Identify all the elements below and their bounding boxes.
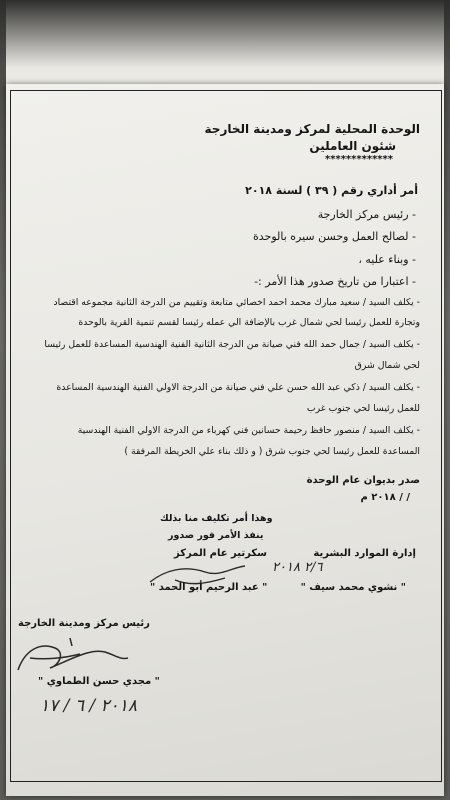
preamble-line: - وبناء عليه ، bbox=[358, 253, 416, 266]
chief-signature-icon bbox=[10, 630, 140, 680]
chief-title: رئيس مركز ومدينة الخارجة bbox=[18, 618, 150, 629]
preamble-line: - رئيس مركز الخارجة bbox=[317, 208, 416, 221]
assignment-item-2-line2: لحي شمال شرق bbox=[354, 360, 420, 371]
hr-handwritten-initials: ٢/٦ ٢٠١٨ bbox=[272, 560, 323, 575]
secretary-title: سكرتير عام المركز bbox=[174, 548, 267, 559]
header-stars: ************* bbox=[325, 154, 393, 165]
issued-label: صدر بديوان عام الوحدة bbox=[306, 475, 420, 486]
hr-title: إدارة الموارد البشرية bbox=[313, 548, 416, 559]
header-organization: الوحدة المحلية لمركز ومدينة الخارجة bbox=[204, 122, 420, 136]
assignment-item-1-line1: - يكلف السيد / سعيد مبارك محمد احمد اخصائي متابعة وتقييم من الدرجة الثانية مجموعه اقتصاد bbox=[53, 297, 420, 308]
order-title: أمر أداري رقم ( ٣٩ ) لسنة ٢٠١٨ bbox=[245, 184, 418, 197]
issued-date: / / ٢٠١٨ م bbox=[360, 492, 410, 503]
preamble-line: - اعتبارا من تاريخ صدور هذا الأمر :- bbox=[254, 275, 416, 288]
assignment-item-2-line1: - يكلف السيد / جمال حمد الله فني صيانة من الدرجة الثانية الفنية الهندسية المساعدة للعمل رئيسا bbox=[44, 339, 420, 350]
preamble-line: - لصالح العمل وحسن سيره بالوحدة bbox=[252, 230, 416, 243]
paper-shadow-top bbox=[6, 0, 444, 90]
assignment-item-3-line1: - يكلف السيد / ذكي عبد الله حسن علي فني صيانة من الدرجة الاولي الفنية الهندسية المساعدة bbox=[56, 382, 420, 393]
secretary-name: " عبد الرحيم أبو الحمد " bbox=[150, 582, 268, 593]
assignment-item-1-line2: وتجارة للعمل رئيسا لحي شمال غرب بالإضافة الي عمله رئيسا لقسم تنمية القرية بالوحدة bbox=[78, 317, 420, 328]
closing-line: وهذا أمر تكليف منا بذلك bbox=[160, 513, 273, 524]
chief-name: " مجدي حسن الطماوي " bbox=[38, 676, 160, 687]
assignment-item-4-line2: المساعدة للعمل رئيسا لحي جنوب شرق ( و ذلك بناء علي الخريطة المرفقة ) bbox=[124, 446, 420, 457]
assignment-item-4-line1: - يكلف السيد / منصور حافظ رحيمة حسانين فني كهرباء من الدرجة الاولي الفنية الهندسية bbox=[77, 425, 420, 436]
closing-line: ينفذ الأمر فور صدور bbox=[168, 530, 264, 541]
hr-name: " نشوي محمد سيف " bbox=[300, 582, 406, 593]
header-department: شئون العاملين bbox=[309, 139, 396, 153]
assignment-item-3-line2: للعمل رئيسا لحي جنوب غرب bbox=[306, 403, 420, 414]
chief-handwritten-date: ٢٠١٨ / ٦ / ١٧ bbox=[40, 696, 138, 716]
